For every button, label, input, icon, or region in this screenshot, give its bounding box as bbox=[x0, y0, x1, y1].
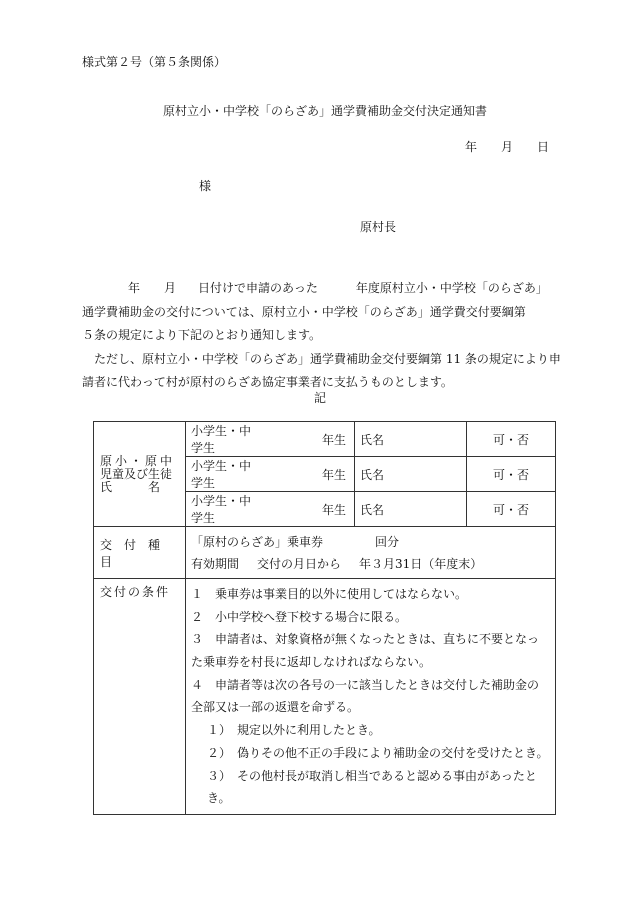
condition-item: 乗車券を村長に返却しなければならない。 bbox=[203, 655, 432, 670]
approval-status: 可・否 bbox=[467, 422, 556, 457]
approval-status: 可・否 bbox=[467, 457, 556, 492]
body-line-3: ５条の規定により下記のとおり通知します。 bbox=[82, 328, 322, 342]
grade: 年生 bbox=[261, 492, 355, 527]
item-label: 交 付 種 目 bbox=[94, 527, 186, 579]
form-number: 様式第２号（第５条関係） bbox=[82, 55, 227, 69]
school-type: 小学生・中学生 bbox=[186, 422, 261, 457]
condition-item: ３ 申請者は、対象資格が無くなったときは、直ちに不要となった bbox=[191, 632, 540, 670]
body-line-4: ただし、原村立小・中学校「のらざあ」通学費補助金交付要綱第 11 条の規定により申 bbox=[82, 352, 561, 366]
conditions-row bbox=[94, 579, 556, 815]
conditions-list bbox=[186, 579, 556, 815]
document-title: 原村立小・中学校「のらざあ」通学費補助金交付決定通知書 bbox=[163, 104, 488, 118]
body-line-1: 年 月 日付けで申請のあった 年度原村立小・中学校「のらざあ」 bbox=[128, 281, 548, 295]
condition-item: １ 乗車券は事業目的以外に使用してはならない。 bbox=[191, 587, 468, 601]
date-line bbox=[465, 138, 549, 155]
school-type: 小学生・中学生 bbox=[186, 457, 261, 492]
students-label: 原小・原中 児童及び生徒 氏 名 bbox=[94, 422, 186, 527]
item-row bbox=[94, 527, 556, 579]
notice-table bbox=[93, 421, 556, 815]
student-row-1 bbox=[94, 422, 556, 457]
date-month: 月 bbox=[501, 140, 514, 154]
date-year: 年 bbox=[465, 140, 478, 154]
body-line-5: 請者に代わって村が原村のらざあ協定事業者に支払うものとします。 bbox=[82, 375, 453, 389]
ki-heading: 記 bbox=[314, 391, 327, 405]
grade: 年生 bbox=[261, 457, 355, 492]
grade: 年生 bbox=[261, 422, 355, 457]
school-type: 小学生・中学生 bbox=[186, 492, 261, 527]
recipient-suffix: 様 bbox=[199, 179, 212, 193]
approval-status: 可・否 bbox=[467, 492, 556, 527]
condition-item: １） 規定以外に利用したとき。 bbox=[207, 723, 381, 738]
issuer: 原村長 bbox=[360, 220, 397, 234]
date-day: 日 bbox=[537, 140, 550, 154]
conditions-label: 交付の条件 bbox=[94, 579, 186, 815]
condition-item: ３） その他村長が取消し相当であると認める事由があったとき。 bbox=[207, 768, 537, 806]
body-line-2: 通学費補助金の交付については、原村立小・中学校「のらざあ」通学費交付要綱第 bbox=[82, 305, 526, 319]
condition-item: ２） 偽りその他不正の手段により補助金の交付を受けたとき。 bbox=[207, 745, 549, 760]
condition-item: ４ 申請者等は次の各号の一に該当したときは交付した補助金の全 bbox=[191, 677, 540, 715]
condition-item: ２ 小中学校へ登下校する場合に限る。 bbox=[191, 609, 408, 624]
condition-item: 部又は一部の返還を命ずる。 bbox=[203, 700, 360, 715]
name-label: 氏名 bbox=[355, 457, 467, 492]
name-label: 氏名 bbox=[355, 422, 467, 457]
name-label: 氏名 bbox=[355, 492, 467, 527]
item-content: 「原村のらざあ」乗車券 回分 有効期間 交付の月日から 年３月31日（年度末） bbox=[186, 527, 556, 579]
